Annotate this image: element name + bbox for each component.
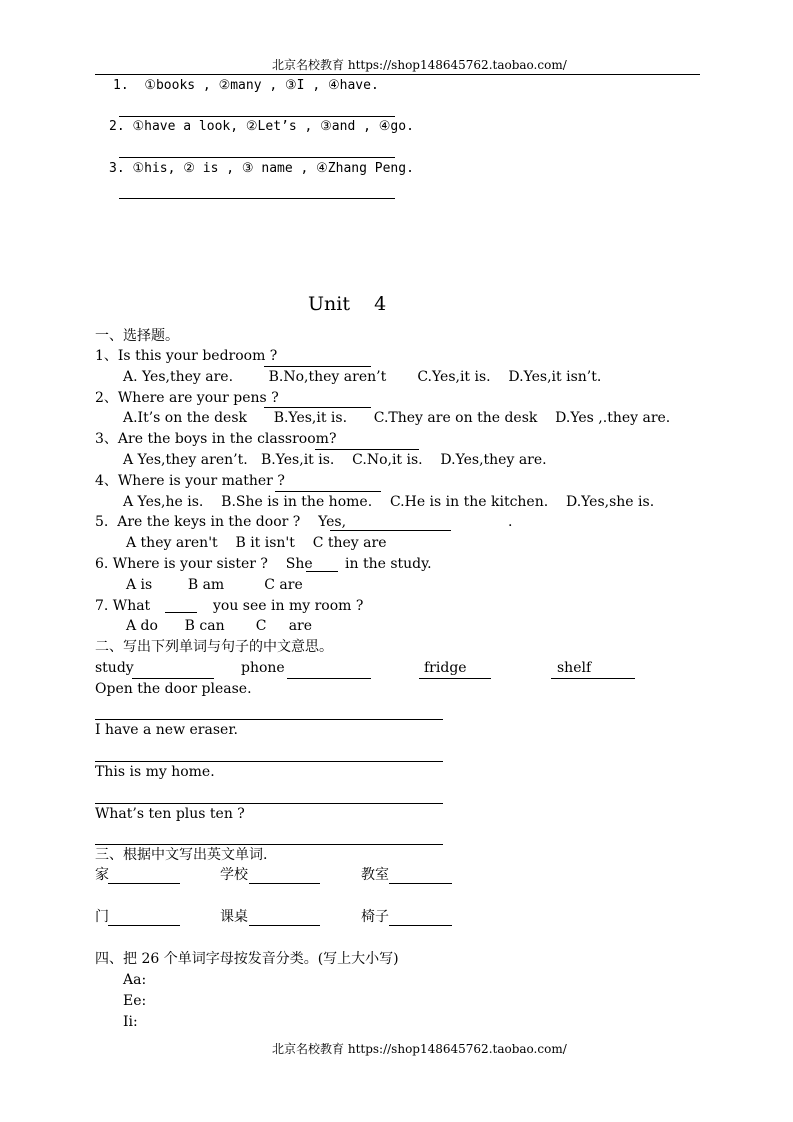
answer-blank	[165, 612, 197, 613]
answer-blank	[275, 491, 381, 492]
chinese-word: 门	[95, 909, 109, 925]
answer-blank	[249, 925, 320, 926]
vocab-word: study	[95, 660, 134, 676]
page-footer	[272, 1043, 567, 1055]
answer-line	[95, 803, 443, 804]
question-options: A is B am C are	[126, 577, 303, 593]
chinese-word: 教室	[361, 867, 389, 883]
question: 2、Where are your pens ?	[95, 390, 279, 406]
question: 7. What	[95, 598, 151, 614]
question: 3、Are the boys in the classroom?	[95, 431, 337, 447]
answer-line	[95, 844, 443, 845]
vocab-word: shelf	[557, 660, 592, 676]
answer-line	[95, 719, 443, 720]
answer-blank	[108, 925, 180, 926]
answer-blank	[330, 530, 451, 531]
answer-blank	[108, 883, 180, 884]
answer-blank	[551, 678, 635, 679]
reorder-item: 2. ①have a look, ②Let’s , ③and , ④go.	[109, 119, 414, 134]
answer-line	[119, 198, 395, 199]
question: 4、Where is your mather ?	[95, 473, 285, 489]
chinese-word: 家	[95, 867, 109, 883]
question-after: you see in my room ?	[213, 598, 364, 614]
answer-blank	[249, 883, 320, 884]
header-rule	[95, 74, 700, 75]
sentence: I have a new eraser.	[95, 722, 238, 738]
unit-title: Unit 4	[308, 293, 387, 315]
question-options: A Yes,he is. B.She is in the home. C.He is in the kitchen. D.Yes,she is.	[123, 494, 655, 510]
letter-group: Aa:	[123, 972, 147, 988]
sentence: This is my home.	[95, 764, 215, 780]
sentence: Open the door please.	[95, 681, 252, 697]
chinese-word: 椅子	[361, 909, 389, 925]
answer-blank	[132, 678, 214, 679]
question-options: A they aren't B it isn't C they are	[126, 535, 387, 551]
answer-line	[119, 116, 395, 117]
answer-blank	[264, 366, 371, 367]
answer-line	[119, 157, 395, 158]
question: 1、Is this your bedroom ?	[95, 348, 278, 364]
answer-blank	[389, 883, 452, 884]
section-heading: 三、根据中文写出英文单词.	[95, 847, 268, 863]
answer-blank	[287, 678, 371, 679]
reorder-item: 3. ①his, ② is , ③ name , ④Zhang Peng.	[109, 161, 414, 176]
header-url: https://shop148645762.taobao.com/	[347, 58, 567, 72]
section-heading: 四、把 26 个单词字母按发音分类。(写上大小写)	[95, 951, 399, 967]
page-header	[272, 59, 567, 71]
question-options: A. Yes,they are. B.No,they aren’t C.Yes,it is. D.Yes,it isn’t.	[123, 369, 602, 385]
question-after: in the study.	[345, 556, 432, 572]
section-heading: 二、写出下列单词与句子的中文意思。	[95, 639, 333, 655]
reorder-item: 1. ①books , ②many , ③I , ④have.	[113, 78, 379, 93]
answer-blank	[264, 407, 371, 408]
header-brand: 北京名校教育	[272, 58, 345, 72]
letter-group: Ee:	[123, 993, 147, 1009]
chinese-word: 课桌	[220, 909, 248, 925]
vocab-word: fridge	[424, 660, 467, 676]
answer-blank	[389, 925, 452, 926]
footer-brand: 北京名校教育	[272, 1042, 345, 1056]
question-trail: .	[508, 514, 513, 530]
chinese-word: 学校	[220, 867, 248, 883]
question-options: A.It’s on the desk B.Yes,it is. C.They are on the desk D.Yes ,.they are.	[123, 410, 671, 426]
question: 6. Where is your sister ? She	[95, 556, 313, 572]
question-options: A Yes,they aren’t. B.Yes,it is. C.No,it is. D.Yes,they are.	[123, 452, 547, 468]
vocab-word: phone	[241, 660, 285, 676]
footer-url: https://shop148645762.taobao.com/	[347, 1042, 567, 1056]
sentence: What’s ten plus ten ?	[95, 806, 245, 822]
question: 5. Are the keys in the door ? Yes,	[95, 514, 347, 530]
question-options: A do B can C are	[126, 618, 313, 634]
answer-blank	[306, 571, 338, 572]
answer-blank	[315, 449, 419, 450]
section-heading: 一、选择题。	[95, 328, 179, 344]
answer-blank	[419, 678, 491, 679]
letter-group: Ii:	[123, 1014, 138, 1030]
answer-line	[95, 761, 443, 762]
